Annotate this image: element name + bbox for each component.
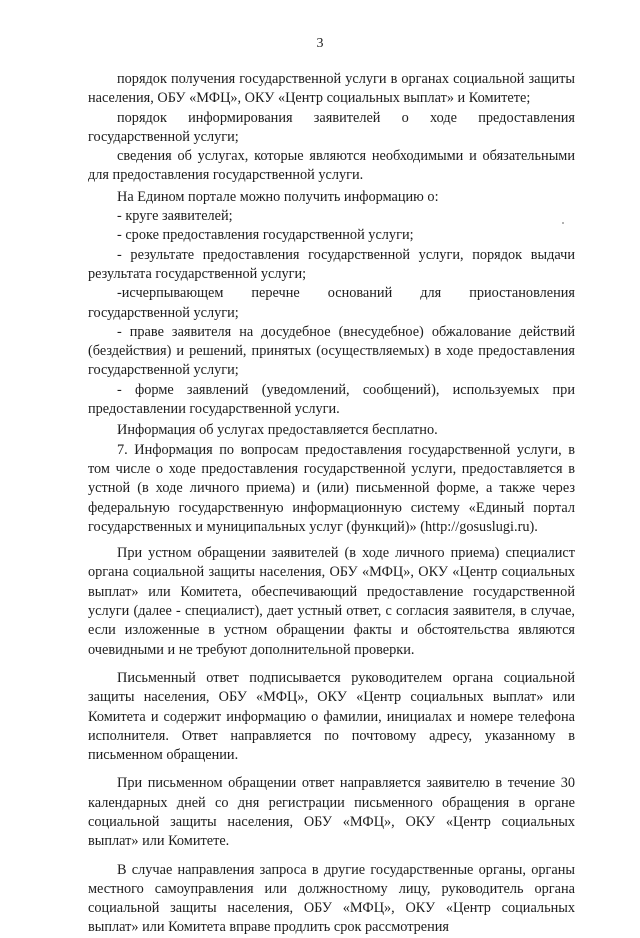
- list-item-term: - сроке предоставления государственной услуги;: [117, 227, 414, 244]
- list-item-applicants: - круге заявителей;: [117, 208, 233, 225]
- list-item-result: - результате предоставления государственной услуги, порядок выдачи результата государственной услуги;: [88, 246, 575, 282]
- paragraph-written-answer: Письменный ответ подписывается руководителем органа социальной защиты населения, ОБУ «МФЦ», ОКУ «Центр социальных выплат» или Комитета и содержит информацию о фамилии, инициалах и номере телефона исполнителя. Ответ направляется по почтовому адресу, указанному в письменном обращении.: [88, 669, 575, 764]
- paragraph-request-extension: В случае направления запроса в другие государственные органы, органы местного самоуправления или должностному лицу, руководитель органа социальной защиты населения, ОБУ «МФЦ», ОКУ «Центр социальных выплат» или Комитета вправе продлить срок рассмотрения: [88, 861, 575, 936]
- paragraph-order-of-informing: порядок информирования заявителей о ходе предоставления государственной услуги;: [88, 109, 575, 145]
- paragraph-services-info: сведения об услугах, которые являются необходимыми и обязательными для предоставления государственной услуги.: [88, 148, 575, 184]
- paragraph-section-7: 7. Информация по вопросам предоставления государственной услуги, в том числе о ходе предоставления государственной услуги, предоставляется в устной (в ходе личного приема) и (или) письменной форме, а также через федеральную государственную информационную систему «Единый портал государственных и муниципальных услуг (функций)» (http://gosuslugi.ru).: [88, 441, 575, 535]
- list-item-appeal-right: - праве заявителя на досудебное (внесудебное) обжалование действий (бездействия) и решений, принятых (осуществляемых) в ходе предоставления государственной услуги;: [88, 323, 575, 379]
- page-number: 3: [316, 36, 324, 51]
- list-item-forms: - форме заявлений (уведомлений, сообщений), используемых при предоставлении государственной услуги.: [88, 381, 575, 418]
- paragraph-portal-intro: На Едином портале можно получить информацию о:: [117, 188, 439, 205]
- document-body: [88, 70, 575, 938]
- paragraph-oral-appeal: При устном обращении заявителей (в ходе личного приема) специалист органа социальной защиты населения, ОБУ «МФЦ», ОКУ «Центр социальных выплат» или Комитета, обеспечивающий предоставление государственной услуги (далее - специалист), дает устный ответ, с согласия заявителя, в случае, если изложенные в устном обращении факты и обстоятельства являются очевидными и не требуют дополнительной проверки.: [88, 545, 575, 658]
- paragraph-written-appeal: При письменном обращении ответ направляется заявителю в течение 30 календарных дней со дня регистрации письменного обращения в органе социальной защиты населения, ОБУ «МФЦ», ОКУ «Центр социальных выплат» или Комитете.: [88, 775, 575, 850]
- paragraph-order-of-receipt: порядок получения государственной услуги в органах социальной защиты населения, ОБУ «МФЦ», ОКУ «Центр социальных выплат» и Комитете;: [88, 71, 575, 107]
- paragraph-free-info: Информация об услугах предоставляется бесплатно.: [117, 422, 438, 439]
- list-item-grounds: -исчерпывающем перечне оснований для приостановления государственной услуги;: [88, 285, 575, 321]
